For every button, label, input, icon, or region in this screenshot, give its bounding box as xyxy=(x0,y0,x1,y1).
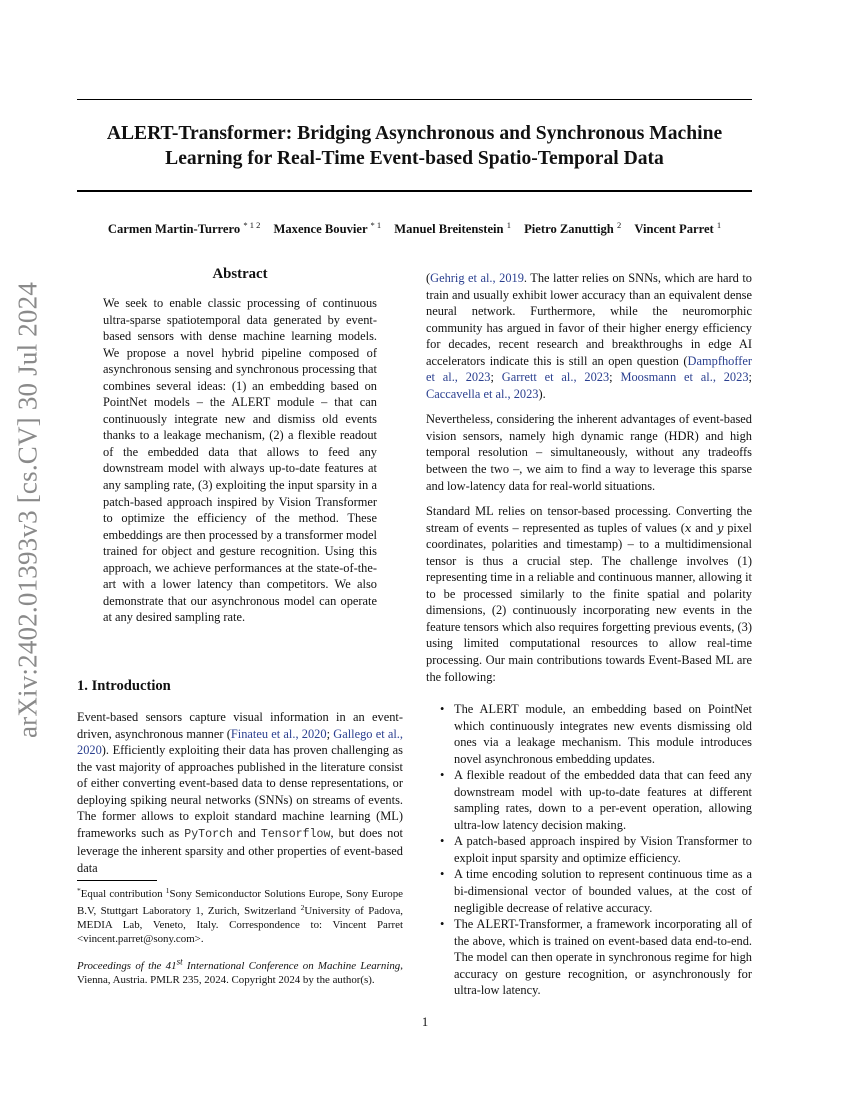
title-line-1: ALERT-Transformer: Bridging Asynchronous and Synchronous Machine xyxy=(106,123,723,144)
introduction-paragraph: Event-based sensors capture visual information in an event-driven, asynchronous manner (Finateu et al., 2020; Gallego et al., 2020). Efficiently exploiting their data has proven challenging as the vast majority of approaches published in the literature consist of either converting event-based data to dense representations, or deploying spiking neural networks (SNNs) on streams of events. The former allows to exploit standard machine learning (ML) frameworks such as PyTorch and Tensorflow, but does not leverage the inherent sparsity and other properties of event-based data xyxy=(77,710,404,875)
citation-link[interactable]: Finateu et al., 2020 xyxy=(230,726,327,741)
list-item: • A flexible readout of the embedded data that can feed any downstream model with up-to-date features at different sampling rates, down to a per-event operation, allowing ultra-low latency decision making. xyxy=(426,767,752,833)
list-item: • A patch-based approach inspired by Vision Transformer to exploit input sparsity and optimize efficiency. xyxy=(426,833,752,866)
introduction-heading: 1. Introduction xyxy=(77,678,171,694)
abstract-text: We seek to enable classic processing of continuous ultra-sparse spatiotemporal data generated by event-based sensors with dense machine learning models. We propose a novel hybrid pipeline composed of asynchronous sensing and synchronous processing that combines several ideas: (1) an embedding based on PointNet models – the ALERT module – that can continuously integrate new and dismiss old events thanks to a leakage mechanism, (2) a flexible readout of the embedded data that allows to feed any downstream model with always up-to-date features at any sampling rate, (3) exploiting the input sparsity in a patch-based approach inspired by Vision Transformer to optimize the efficiency of the method. These embeddings are then processed by a transformer model trained for object and gesture recognition. Using this approach, we achieve performances at the state-of-the-art with a lower latency than competitors. We also demonstrate that our asynchronous model can operate at any desired sampling rate. xyxy=(103,296,377,625)
citation-link[interactable]: Gehrig et al., 2019 xyxy=(430,271,524,285)
list-item: • A time encoding solution to represent continuous time as a bi-dimensional vector of bounded values, at the cost of negligible decrease of relative accuracy. xyxy=(426,866,752,916)
author-2: Maxence Bouvier $^{* 1}$ xyxy=(273,220,382,236)
code-pytorch: PyTorch xyxy=(184,827,233,841)
right-paragraph-1: (Gehrig et al., 2019. The latter relies on SNNs, which are hard to train and usually exhibit lower accuracy than an equivalent dense neural network. Furthermore, while the neuromorphic community has argued in favor of their higher energy efficiency for decades, recent research and breakthroughs in edge AI accelerators indicate this is still an open question (Dampfhoffer et al., 2023; Garrett et al., 2023; Moosmann et al., 2023; Caccavella et al., 2023). xyxy=(426,271,753,401)
author-4: Pietro Zanuttigh $^2$ xyxy=(524,220,622,236)
citation-link[interactable]: Dampfhoffer et al., 2023 xyxy=(426,353,752,385)
author-3: Manuel Breitenstein $^1$ xyxy=(394,220,511,236)
citation-link[interactable]: Gallego et al., 2020 xyxy=(77,726,404,758)
citation-link[interactable]: Moosmann et al., 2023 xyxy=(620,370,749,385)
contributions-list xyxy=(426,701,752,999)
author-1: Carmen Martin-Turrero $^{* 1 2}$ xyxy=(107,220,261,236)
right-paragraph-3: Standard ML relies on tensor-based processing. Converting the stream of events – represented as tuples of values (x and y pixel coordinates, polarities and timestamp) – to a multidimensional tensor is thus a crucial step. The challenge involves (1) representing time in a reliable and continuous manner, allowing it to be processed similarly to the finite spatial and polarity dimensions, (2) continuously incorporating new events in the feature tensors which also requires forgetting previous events, (3) using limited computational resources to allow real-time processing. Our main contributions towards Event-Based ML are the following: xyxy=(426,504,752,684)
title-bottom-rule xyxy=(77,190,752,192)
proceedings-note: Proceedings of the 41st International Conference on Machine Learning, Vienna, Austria. PMLR 235, 2024. Copyright 2024 by the author(s). xyxy=(77,956,403,986)
author-5: Vincent Parret $^1$ xyxy=(634,220,722,236)
citation-link[interactable]: Caccavella et al., 2023 xyxy=(426,386,539,401)
list-item: • The ALERT-Transformer, a framework incorporating all of the above, which is trained on event-based data end-to-end. The model can then operate in synchronous regime for high accuracy on gesture recognition, or asynchronously for ultra-low latency. xyxy=(426,916,752,999)
code-tensorflow: Tensorflow xyxy=(260,827,331,841)
citation-link[interactable]: Garrett et al., 2023 xyxy=(501,370,610,385)
right-paragraph-2: Nevertheless, considering the inherent advantages of event-based vision sensors, namely high dynamic range (HDR) and high temporal resolution – simultaneously, without any tradeoffs between the two –, we aim to find a way to leverage this sparse and low-latency data for real-world situations. xyxy=(426,412,752,493)
right-column xyxy=(426,270,752,685)
abstract-heading: Abstract xyxy=(212,266,268,282)
title-top-rule xyxy=(77,99,752,100)
footnote-rule xyxy=(77,880,157,881)
author-list xyxy=(77,220,752,237)
page-number: 1 xyxy=(421,1015,429,1029)
list-item: • The ALERT module, an embedding based on PointNet which continuously integrates new events dismissing old ones via a leakage mechanism. This module introduces novel asynchronous embedding updates. xyxy=(426,701,752,767)
arxiv-watermark: arXiv:2402.01393v3 [cs.CV] 30 Jul 2024 xyxy=(12,281,43,739)
title-line-2: Learning for Real-Time Event-based Spatio-Temporal Data xyxy=(165,148,664,169)
paper-title xyxy=(77,121,752,171)
footnote: *Equal contribution $^1$Sony Semiconductor Solutions Europe, Sony Europe B.V, Stuttgart Laboratory 1, Zurich, Switzerland $^2$University of Padova, MEDIA Lab, Veneto, Italy. Correspondence to: Vincent Parret <vincent.parret@sony.com>. xyxy=(77,886,403,946)
